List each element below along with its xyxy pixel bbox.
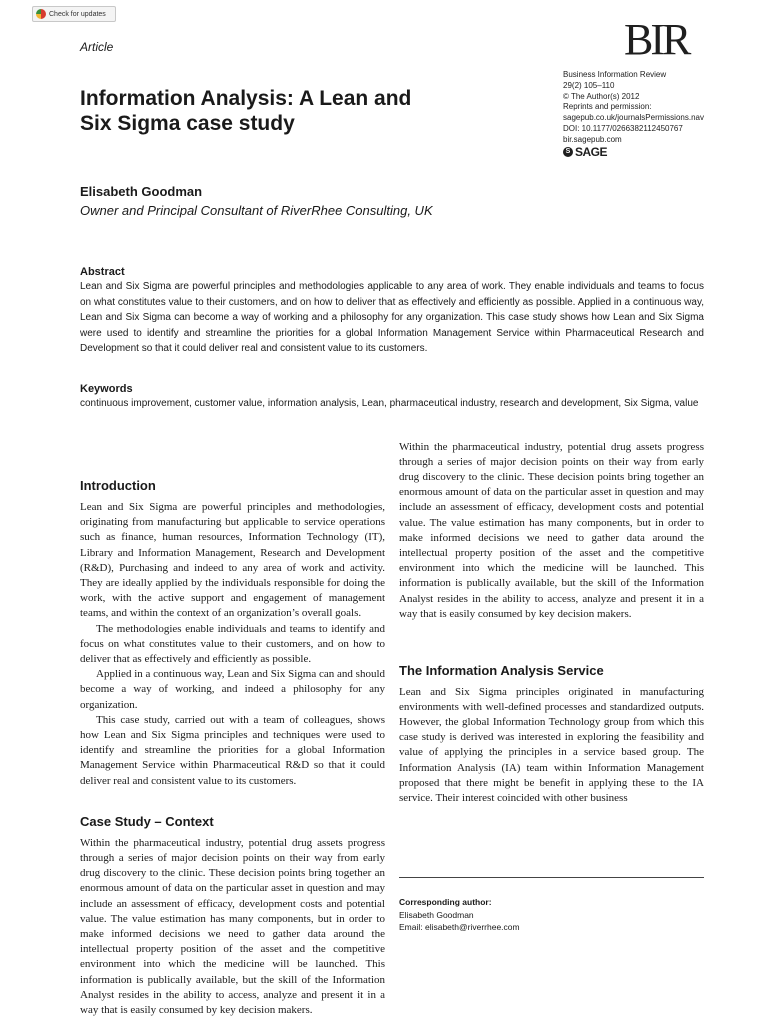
author-name: Elisabeth Goodman (80, 184, 203, 199)
introduction-heading: Introduction (80, 478, 156, 493)
reprints-link[interactable]: sagepub.co.uk/journalsPermissions.nav (563, 113, 704, 123)
author-affiliation: Owner and Principal Consultant of RiverRhee Consulting, UK (80, 203, 433, 218)
abstract-section (80, 265, 704, 357)
journal-name: Business Information Review (563, 70, 667, 79)
abstract-text: Lean and Six Sigma are powerful principles and methodologies applicable to any area of work. They enable individuals and teams to focus on what constitutes value to their customers, and on how to deliver that as effectively and efficiently as possible. Applied in a continuous way, Lean and Six Sigma can become a way of working and a philosophy for any organization. This case study shows how Lean and Six Sigma were used to identify and streamline the priorities for a global Information Management Service within Pharmaceutical Research and Development so that it could deliver real and consistent value to its customers. (80, 281, 704, 355)
corresponding-name: Elisabeth Goodman (399, 909, 474, 920)
intro-paragraph: Applied in a continuous way, Lean and Six Sigma can and should become a way of working, and indeed a philosophy for any organization. (80, 668, 385, 711)
keywords-heading: Keywords (80, 383, 133, 395)
publisher-name: SAGE (575, 144, 608, 159)
left-column (80, 478, 385, 1017)
paper-title: Information Analysis: A Lean and Six Sigma case study (80, 87, 412, 135)
journal-site-link[interactable]: bir.sagepub.com (563, 134, 622, 144)
corresponding-author (399, 896, 520, 934)
crossmark-icon (36, 9, 46, 19)
publication-info (563, 70, 704, 157)
service-paragraph: Lean and Six Sigma principles originated in manufacturing environments with well-defined processes and standardized outputs. However, the global Information Technology group from which this case study is derived was interested in exploring the feasibility and value of applying the principles in a service based group. The Information Analysis (IA) team within Information Management proposed that there might be benefit in applying these to the IA service. Their interest coincided with other business (399, 685, 704, 805)
reprints-label: Reprints and permission: (563, 102, 652, 112)
publisher-logo (563, 144, 704, 159)
intro-paragraph: The methodologies enable individuals and teams to identify and focus on what constitutes value to their customers, and on how to deliver that as effectively and efficiently as possible. (80, 622, 385, 666)
check-for-updates-badge[interactable] (32, 6, 116, 22)
context-heading: Case Study – Context (80, 813, 214, 829)
check-for-updates-label: Check for updates (49, 10, 106, 18)
service-heading: The Information Analysis Service (399, 662, 604, 678)
context-paragraph: Within the pharmaceutical industry, potential drug assets progress through a series of major decision points on their way from early drug discovery to the clinic. These decision points bring together an enormous amount of data on the particular asset in question and may include an assessment of efficacy, development costs and potential value. The value estimation has many components, but in order to make informed decisions we need to gather data around the intellectual property position of the asset and the competitive environment into which the medicine will be launched. This information is publically available, but the skill of the Information Analyst resides in the ability to access, analyze and present it in a way that is easily consumed by key decision makers. (80, 836, 385, 1017)
corresponding-label: Corresponding author: (399, 897, 492, 907)
divider (399, 877, 704, 878)
intro-paragraph: This case study, carried out with a team of colleagues, shows how Lean and Six Sigma principles and techniques were used to identify and streamline the priorities for a global Information Management Service within Pharmaceutical R&D so that it could deliver real and consistent value to its customers. (80, 713, 385, 787)
keywords-text: continuous improvement, customer value, information analysis, Lean, pharmaceutical industry, research and development, Six Sigma, value (80, 398, 699, 409)
corresponding-email[interactable]: Email: elisabeth@riverrhee.com (399, 922, 520, 932)
doi[interactable]: DOI: 10.1177/0266382112450767 (563, 123, 683, 133)
keywords-section (80, 382, 704, 412)
volume-pages: 29(2) 105–110 (563, 80, 615, 90)
intro-paragraph: Lean and Six Sigma are powerful principles and methodologies, originating from manufacturing but applicable to service operations such as finance, human resources, Information Technology (IT), Library and Information Management, Research and Development (R&D), Purchasing and indeed to any area of work and activity. They are ideally applied by the individuals responsible for doing the work, with the active support and engagement of management teams, and within the context of an organization’s overall goals. (80, 501, 385, 620)
context-paragraph-continued (399, 440, 704, 638)
context-text-flow: Within the pharmaceutical industry, potential drug assets progress through a series of major decision points on their way from early drug discovery to the clinic. These decision points bring together an enormous amount of data on the particular asset in question and may include an assessment of efficacy, development costs and potential value. The value estimation has many components, but in order to make informed decisions we need to gather data around the intellectual property position of the asset and the competitive environment into which the medicine will be launched. This information is publically available, but the skill of the Information Analyst resides in the ability to access, analyze and present it in a way that is easily consumed by key decision makers. (399, 440, 704, 620)
copyright: © The Author(s) 2012 (563, 91, 640, 101)
abstract-heading: Abstract (80, 266, 125, 278)
journal-logo: BIR (624, 15, 689, 64)
article-type-label: Article (80, 40, 114, 54)
right-column (399, 440, 704, 806)
sage-icon: S (563, 147, 573, 157)
